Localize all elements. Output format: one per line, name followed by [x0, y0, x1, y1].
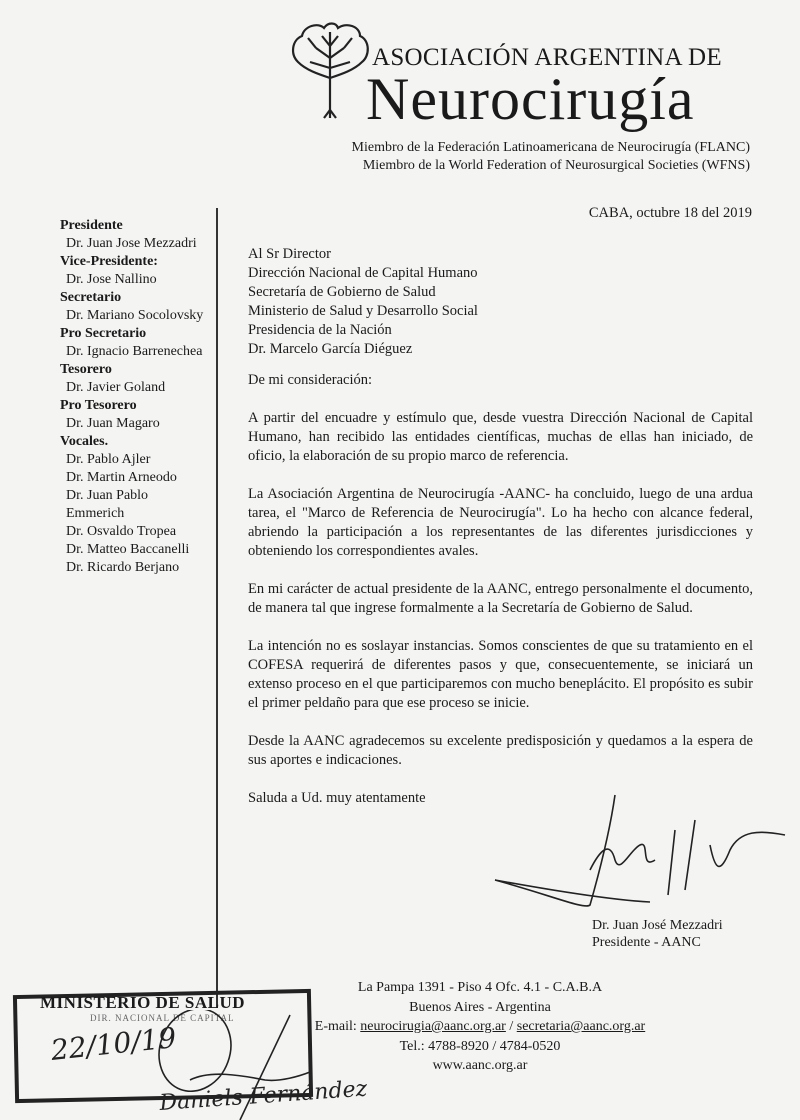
divider	[216, 208, 218, 1008]
board-member-name: Dr. Osvaldo Tropea	[66, 524, 177, 539]
board-role: Presidente	[60, 218, 123, 233]
board-member-name: Dr. Juan Magaro	[66, 416, 160, 431]
recipient-line: Presidencia de la Nación	[248, 322, 392, 338]
org-name: Neurocirugía	[366, 66, 695, 132]
signer-title: Presidente - AANC	[592, 935, 701, 950]
board-role: Vocales.	[60, 434, 109, 449]
board-member-name: Dr. Matteo Baccanelli	[66, 542, 190, 557]
board-member-name: Dr. Jose Nallino	[66, 272, 157, 287]
board-role: Pro Secretario	[60, 326, 147, 341]
paragraph: La intención no es soslayar instancias. Somos conscientes de que su tratamiento en el COFESA requerirá de diferentes pasos y que, consecuentemente, se iniciará un extenso proceso en el que participaremos con mucho beneplácito. El propósito es subir el primer peldaño para que ese proceso se inicie.	[248, 638, 753, 711]
board-role: Tesorero	[60, 362, 112, 377]
stamp-title: MINISTERIO DE SALUD	[40, 993, 246, 1012]
signature-block	[592, 917, 723, 951]
board-role: Secretario	[60, 290, 122, 305]
email-link-secretaria[interactable]: secretaria@aanc.org.ar	[516, 1019, 646, 1034]
board-members-list	[60, 217, 203, 577]
paragraph: Desde la AANC agradecemos su excelente predisposición y quedamos a la espera de sus aportes e indicaciones.	[248, 733, 753, 768]
footer-phone: Tel.: 4788-8920 / 4784-0520	[399, 1038, 561, 1054]
board-member-name: Dr. Pablo Ajler	[66, 452, 151, 467]
membership-flanc: Miembro de la Federación Latinoamericana de Neurocirugía (FLANC)	[351, 140, 750, 155]
board-member-name: Dr. Mariano Socolovsky	[66, 308, 204, 323]
signer-name: Dr. Juan José Mezzadri	[592, 918, 723, 933]
board-member-name: Dr. Ignacio Barrenechea	[66, 344, 203, 359]
paragraph: La Asociación Argentina de Neurocirugía -AANC- ha concluido, luego de una ardua tarea, el "Marco de Referencia de Neurocirugía". Lo ha hecho con alcance federal, abriendo la participación a los representantes de las diferentes jurisdicciones y obteniendo los correspondientes avales.	[248, 486, 753, 559]
paragraph: A partir del encuadre y estímulo que, desde vuestra Dirección Nacional de Capital Humano, han recibido las entidades científicas, muchas de ellas han iniciado, de oficio, la elaboración de su propio marco de referencia.	[248, 410, 753, 464]
board-member-name: Dr. Javier Goland	[66, 380, 166, 395]
footer	[300, 978, 660, 1076]
board-member-name: Emmerich	[66, 506, 125, 521]
email-link-neurocirugia[interactable]: neurocirugia@aanc.org.ar	[360, 1019, 506, 1034]
recipient-line: Dirección Nacional de Capital Humano	[248, 265, 478, 281]
board-member-name: Dr. Ricardo Berjano	[66, 560, 180, 575]
stamp-subtitle: DIR. NACIONAL DE CAPITAL	[90, 1013, 235, 1023]
letter-date: CABA, octubre 18 del 2019	[588, 205, 752, 221]
board-member-name: Dr. Juan Jose Mezzadri	[66, 236, 197, 251]
recipient-line: Al Sr Director	[248, 246, 331, 262]
board-role: Vice-Presidente:	[60, 254, 158, 269]
paragraph: En mi carácter de actual presidente de la AANC, entrego personalmente el documento, de manera tal que ingrese formalmente a la Secretaría de Gobierno de Salud.	[248, 581, 753, 616]
recipient-line: Secretaría de Gobierno de Salud	[248, 284, 436, 300]
footer-email: E-mail: neurocirugia@aanc.org.ar / secretaria@aanc.org.ar	[314, 1019, 646, 1034]
org-title: ASOCIACIÓN ARGENTINA DE	[372, 44, 722, 71]
brain-tree-logo-icon	[288, 18, 372, 122]
board-member-name: Dr. Juan Pablo	[66, 488, 149, 503]
closing: Saluda a Ud. muy atentamente	[248, 790, 426, 806]
footer-city: Buenos Aires - Argentina	[409, 999, 551, 1015]
board-role: Pro Tesorero	[60, 398, 137, 413]
handwritten-date: 22/10/19	[49, 1020, 178, 1067]
letter-body	[248, 371, 753, 827]
recipient-line: Ministerio de Salud y Desarrollo Social	[248, 303, 478, 319]
salutation: De mi consideración:	[248, 372, 373, 388]
board-member-name: Dr. Martin Arneodo	[66, 470, 177, 485]
recipient-line: Dr. Marcelo García Diéguez	[248, 341, 413, 357]
membership-wfns: Miembro de la World Federation of Neurosurgical Societies (WFNS)	[362, 158, 750, 173]
footer-address: La Pampa 1391 - Piso 4 Ofc. 4.1 - C.A.B.A	[357, 980, 603, 995]
recipient-block	[248, 245, 478, 359]
footer-web[interactable]: www.aanc.org.ar	[432, 1058, 528, 1073]
handwritten-name: Daniels Fernández	[158, 1076, 368, 1116]
